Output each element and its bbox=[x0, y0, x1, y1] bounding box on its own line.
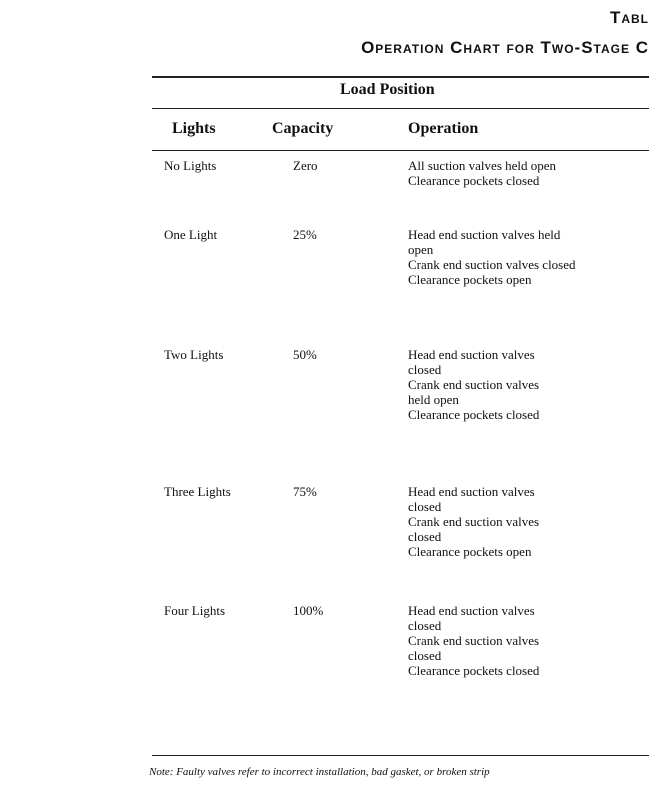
group-header: Load Position bbox=[340, 81, 435, 98]
column-header-operation: Operation bbox=[408, 120, 479, 137]
operation-cell bbox=[408, 158, 643, 188]
operation-line: closed bbox=[408, 499, 442, 514]
operation-cell bbox=[408, 484, 643, 559]
operation-line: All suction valves held open bbox=[408, 158, 557, 173]
capacity-cell: 100% bbox=[293, 603, 324, 618]
table-note: Note: Faulty valves refer to incorrect installation, bad gasket, or broken strip bbox=[149, 766, 490, 778]
operation-line: Clearance pockets open bbox=[408, 272, 532, 287]
operation-line: Clearance pockets open bbox=[408, 544, 532, 559]
operation-line: Head end suction valves bbox=[408, 484, 535, 499]
operation-line: closed bbox=[408, 618, 442, 633]
operation-line: closed bbox=[408, 529, 442, 544]
header-rule bbox=[152, 150, 649, 151]
lights-cell: No Lights bbox=[164, 158, 217, 173]
capacity-cell: 50% bbox=[293, 347, 317, 362]
column-header-lights: Lights bbox=[172, 120, 216, 137]
operation-line: Clearance pockets closed bbox=[408, 663, 540, 678]
lights-cell: One Light bbox=[164, 227, 218, 242]
operation-line: Crank end suction valves bbox=[408, 377, 540, 392]
lights-cell: Four Lights bbox=[164, 603, 226, 618]
operation-line: held open bbox=[408, 392, 459, 407]
operation-line: open bbox=[408, 242, 434, 257]
operation-line: Head end suction valves bbox=[408, 347, 535, 362]
capacity-cell: Zero bbox=[293, 158, 318, 173]
operation-line: Head end suction valves held bbox=[408, 227, 561, 242]
top-rule bbox=[152, 76, 649, 78]
bottom-rule bbox=[152, 755, 649, 756]
operation-line: closed bbox=[408, 648, 442, 663]
operation-line: Crank end suction valves bbox=[408, 633, 540, 648]
operation-cell bbox=[408, 227, 643, 287]
operation-line: Clearance pockets closed bbox=[408, 407, 540, 422]
operation-line: closed bbox=[408, 362, 442, 377]
group-rule bbox=[152, 108, 649, 109]
lights-cell: Three Lights bbox=[164, 484, 231, 499]
operation-line: Clearance pockets closed bbox=[408, 173, 540, 188]
capacity-cell: 75% bbox=[293, 484, 317, 499]
table-label: Tabl bbox=[609, 8, 649, 27]
operation-cell bbox=[408, 603, 643, 678]
operation-cell bbox=[408, 347, 643, 422]
operation-line: Head end suction valves bbox=[408, 603, 535, 618]
operation-line: Crank end suction valves bbox=[408, 514, 540, 529]
column-header-capacity: Capacity bbox=[272, 120, 334, 137]
lights-cell: Two Lights bbox=[164, 347, 224, 362]
operation-line: Crank end suction valves closed bbox=[408, 257, 576, 272]
table-title: Operation Chart for Two-Stage C bbox=[361, 38, 649, 57]
capacity-cell: 25% bbox=[293, 227, 317, 242]
